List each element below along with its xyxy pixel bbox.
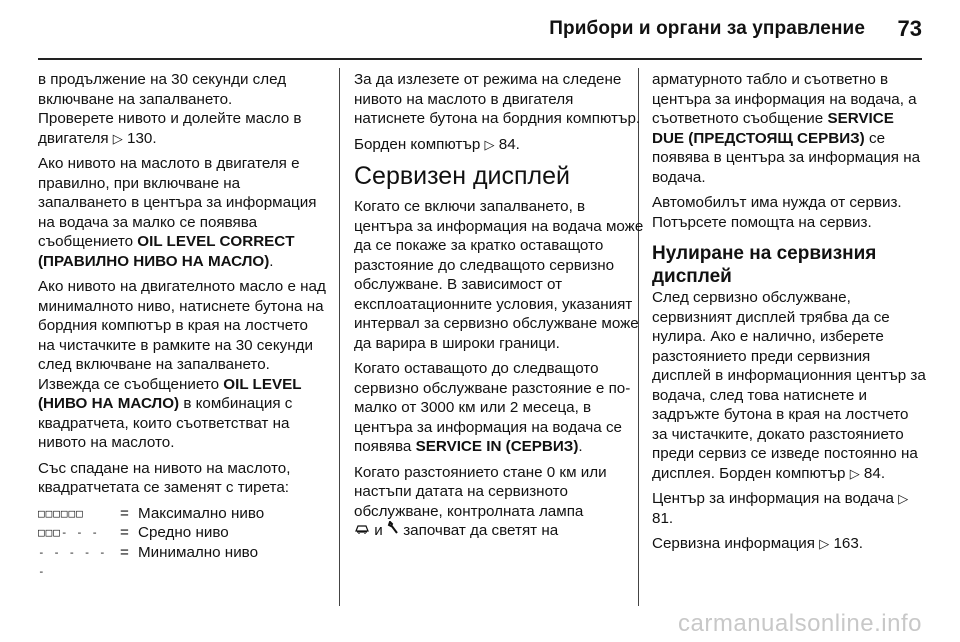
level-symbols: □□□- - -	[38, 526, 99, 539]
oil-level-row: □□□□□□ = Максимално ниво	[38, 504, 265, 522]
col2-paragraph-5: Когато разстоянието стане 0 км или настъпи датата на сервизното обслужване, контролната лампа и започват да светят на	[354, 463, 607, 539]
col3-paragraph-3: След сервизно обслужване, сервизният дисплей трябва да се нулира. Ако е налично, изберете разстоянието преди сервизния дисплей в информационния център за водача, след това натиснете и задръжте бутона в края на лостчето за чистачките, докато разстоянието преди сервиз се изведе постоянно на дисплея. Борден компютър ▷ 84.	[652, 289, 926, 482]
message-oil-level-correct: OIL LEVEL CORRECT (ПРАВИЛНО НИВО НА МАСЛО)	[38, 233, 295, 270]
ref-arrow-icon: ▷	[484, 136, 495, 152]
col2-paragraph-4: Когато оставащото до следващото сервизно обслужване разстояние е по-малко от 3000 км или 2 месеца, в центъра за информация на водача се появява SERVICE IN (СЕРВИЗ).	[354, 360, 631, 455]
col2-paragraph-3: Когато се включи запалването, в центъра за информация на водача може да се покаже за кратко оставащото разстояние до следващото сервизно обслужване. В зависимост от експлоатационните условия, указаният интервал за сервизно обслужване може да варира в широки граници.	[354, 198, 644, 352]
col1-paragraph-3: Ако нивото на двигателното масло е над минималното ниво, натиснете бутона на бордния компютър в края на лостчето на чистачките в рамките на 30 секунди след включване на запалването. Извежда се съобщението OIL LEVEL (НИВО НА МАСЛО) в комбинация с квадратчета, които съответстват на нивото на маслото.	[38, 278, 326, 451]
message-service-due: SERVICE DUE (ПРЕДСТОЯЩ СЕРВИЗ)	[652, 110, 894, 147]
service-wrench-icon	[387, 521, 399, 541]
oil-level-row: - - - - - - = Минимално ниво	[38, 543, 328, 582]
oil-level-row: □□□- - - = Средно ниво	[38, 524, 229, 541]
oil-level-list	[38, 504, 328, 582]
col3-paragraph-1: арматурното табло и съответно в центъра за информация на водача, а съответното съобщение SERVICE DUE (ПРЕДСТОЯЩ СЕРВИЗ) се появява в центъра за информация на водача.	[652, 71, 921, 186]
ref-arrow-icon: ▷	[849, 465, 860, 481]
column-divider-1	[339, 68, 340, 606]
col1-paragraph-2: Ако нивото на маслото в двигателя е правилно, при включване на запалването в центъра за информация на водача за малко се появява съобщението OIL LEVEL CORRECT (ПРАВИЛНО НИВО НА МАСЛО).	[38, 155, 317, 270]
col3-paragraph-4: Център за информация на водача ▷ 81.	[652, 490, 909, 527]
page-title: Прибори и органи за управление	[549, 18, 865, 39]
col2-paragraph-1: За да излезете от режима на следене нивото на маслото в двигателя натиснете бутона на бордния компютър.	[354, 71, 641, 127]
message-oil-level: OIL LEVEL (НИВО НА МАСЛО)	[38, 375, 302, 412]
section-heading-service-display: Сервизен дисплей	[354, 162, 570, 190]
page-number: 73	[897, 16, 922, 41]
col2-paragraph-2: Борден компютър ▷ 84.	[354, 135, 520, 153]
col1-paragraph-1: в продължение на 30 секунди след включване на запалването. Проверете нивото и долейте масло в двигателя ▷ 130.	[38, 71, 302, 147]
header-rule	[38, 58, 922, 60]
level-symbols: - - - - - -	[38, 545, 107, 578]
level-symbols: □□□□□□	[38, 506, 84, 520]
message-service-in: SERVICE IN (СЕРВИЗ)	[415, 438, 579, 455]
service-car-icon	[354, 521, 370, 541]
col1-paragraph-4: Със спадане на нивото на маслото, квадратчетата се заменят с тирета:	[38, 459, 291, 496]
column-1	[38, 70, 328, 582]
ref-arrow-icon: ▷	[819, 536, 830, 551]
page-header	[0, 0, 960, 58]
watermark: carmanualsonline.info	[678, 610, 922, 637]
col3-paragraph-2: Автомобилът има нужда от сервиз. Потърсете помощта на сервиз.	[652, 194, 902, 231]
col3-paragraph-5: Сервизна информация ▷ 163.	[652, 535, 864, 552]
column-3	[652, 70, 927, 560]
ref-arrow-icon: ▷	[112, 130, 123, 146]
section-heading-reset-service-display: Нулиране на сервизния дисплей	[652, 243, 877, 287]
ref-arrow-icon: ▷	[898, 491, 909, 506]
column-2	[354, 70, 644, 547]
